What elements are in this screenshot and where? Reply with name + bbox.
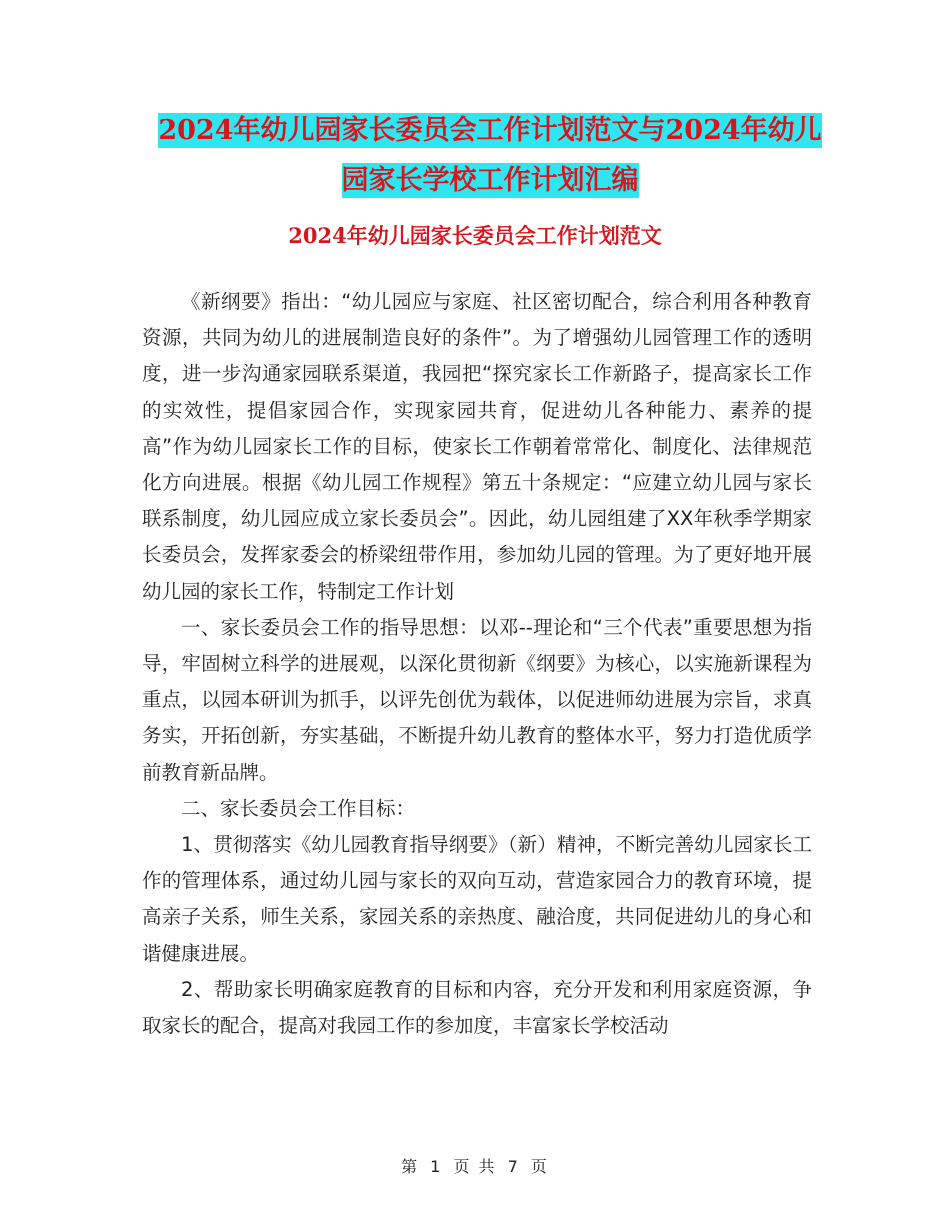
main-title-line-1: 2024年幼儿园家长委员会工作计划范文与2024年幼儿 [158,115,822,146]
footer-middle: 页 共 [453,1157,497,1176]
paragraph-goal-2: 2、帮助家长明确家庭教育的目标和内容，充分开发和利用家庭资源，争取家长的配合，提高对我园工作的参加度，丰富家长学校活动 [142,977,812,1038]
paragraph-intro: 《新纲要》指出：“幼儿园应与家庭、社区密切配合，综合利用各种教育资源，共同为幼儿的进展制造良好的条件”。为了增强幼儿园管理工作的透明度，进一步沟通家园联系渠道，我园把“探究家长工作新路子，提高家长工作的实效性，提倡家园合作，实现家园共育，促进幼儿各种能力、素养的提高”作为幼儿园家长工作的目标，使家长工作朝着常常化、制度化、法律规范化方向进展。根据《幼儿园工作规程》第五十条规定：“应建立幼儿园与家长联系制度，幼儿园应成立家长委员会”。因此，幼儿园组建了XX年秋季学期家长委员会，发挥家委会的桥梁纽带作用，参加幼儿园的管理。为了更好地开展幼儿园的家长工作，特制定工作计划 [142,290,812,603]
paragraph-goals-heading: 二、家长委员会工作目标： [181,796,416,820]
footer-prefix: 第 [401,1157,420,1176]
paragraph-guiding-thought: 一、家长委员会工作的指导思想：以邓--理论和“三个代表”重要思想为指导，牢固树立科学的进展观，以深化贯彻新《纲要》为核心，以实施新课程为重点，以园本研训为抓手，以评先创优为载体，以促进师幼进展为宗旨，求真务实，开拓创新，夯实基础，不断提升幼儿教育的整体水平，努力打造优质学前教育新品牌。 [142,615,812,784]
section-title: 2024年幼儿园家长委员会工作计划范文 [288,223,662,248]
document-body [142,284,812,1044]
footer-suffix: 页 [530,1157,549,1176]
page-footer [0,1154,950,1177]
document-main-title [140,106,840,206]
main-title-line-2: 园家长学校工作计划汇编 [341,165,639,196]
paragraph-goal-1: 1、贯彻落实《幼儿园教育指导纲要》（新）精神，不断完善幼儿园家长工作的管理体系，通过幼儿园与家长的双向互动，营造家园合力的教育环境，提高亲子关系，师生关系，家园关系的亲热度、融洽度，共同促进幼儿的身心和谐健康进展。 [142,833,812,965]
footer-total-pages: 7 [507,1157,520,1176]
footer-page-number: 1 [430,1157,443,1176]
